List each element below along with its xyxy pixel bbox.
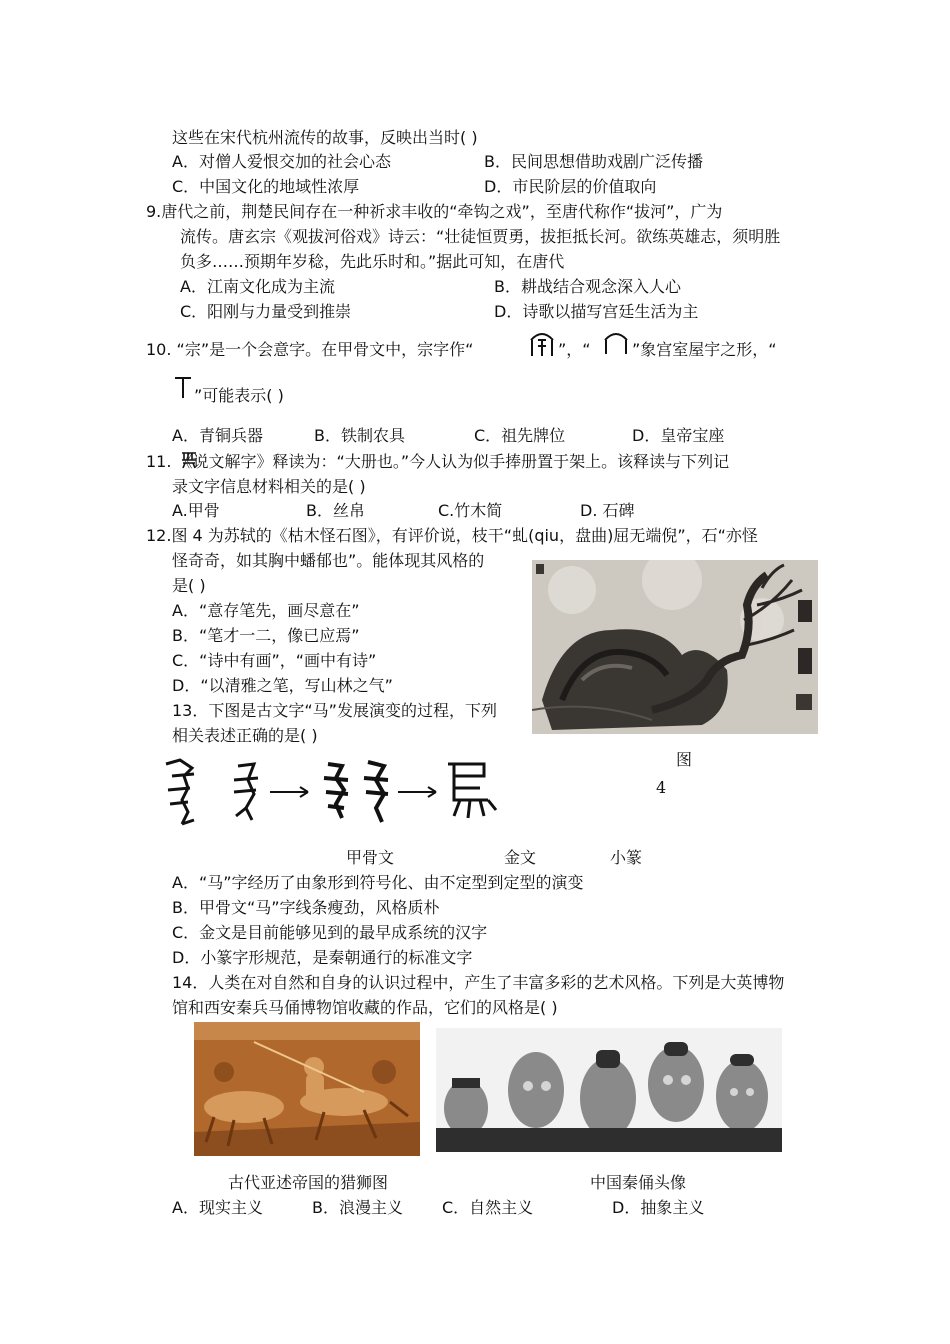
q12-option-d[interactable]: D．“以清雅之笔，写山林之气”: [172, 676, 393, 695]
q10-line-1c: ”象宫室屋宇之形，“: [632, 340, 777, 359]
q13-option-a[interactable]: A．“马”字经历了由象形到符号化、由不定型到定型的演变: [172, 873, 584, 892]
qin-terracotta-heads-image: [436, 1028, 782, 1152]
q8-option-c[interactable]: C．中国文化的地域性浓厚: [172, 177, 360, 196]
q11-option-b[interactable]: B．丝帛: [306, 501, 365, 520]
q14-option-d[interactable]: D．抽象主义: [612, 1198, 705, 1217]
q11-line-1: 11. 《说文解字》释读为：“大册也。”今人认为似手捧册置于架上。该释读与下列记: [146, 452, 730, 471]
assyrian-lion-hunt-relief-image: [194, 1022, 420, 1156]
q8-option-b[interactable]: B．民间思想借助戏剧广泛传播: [484, 152, 703, 171]
q12-line-1: 12.图 4 为苏轼的《枯木怪石图》，有评价说，枝干“虬(qiu，盘曲)屈无端倪”，石“亦怪: [146, 526, 758, 545]
caption-qin-heads: 中国秦俑头像: [590, 1173, 687, 1192]
q13-line-2: 相关表述正确的是( ): [172, 726, 318, 745]
q11-option-d[interactable]: D. 石碑: [580, 501, 635, 520]
q14-option-c[interactable]: C．自然主义: [442, 1198, 534, 1217]
q12-option-b[interactable]: B．“笔才一二，像已应焉”: [172, 626, 360, 645]
q12-line-3: 是( ): [172, 576, 206, 595]
oracle-roof-glyph-icon: [602, 326, 630, 356]
q8-option-a[interactable]: A．对僧人爱恨交加的社会心态: [172, 152, 391, 171]
q8-stem-tail: 这些在宋代杭州流传的故事，反映出当时( ): [172, 128, 478, 147]
q9-option-c[interactable]: C．阳刚与力量受到推崇: [180, 302, 352, 321]
q9-line-2: 流传。唐玄宗《观拔河俗戏》诗云：“壮徒恒贾勇，拔拒抵长河。欲练英雄志，须明胜: [180, 227, 781, 246]
withered-tree-rock-painting: [532, 560, 818, 734]
label-jiaguwen: 甲骨文: [346, 848, 395, 867]
q10-option-d[interactable]: D．皇帝宝座: [632, 426, 725, 445]
q14-option-b[interactable]: B．浪漫主义: [312, 1198, 403, 1217]
q9-option-b[interactable]: B．耕战结合观念深入人心: [494, 277, 681, 296]
q10-line-1a: 10. “宗”是一个会意字。在甲骨文中，宗字作“: [146, 340, 474, 359]
oracle-zong-glyph-icon: [528, 326, 556, 358]
q10-line-1b: ”，“: [558, 340, 591, 359]
q13-line-1: 13．下图是古文字“马”发展演变的过程，下列: [172, 701, 497, 720]
q9-line-3: 负多……预期年岁稔，先此乐时和。”据此可知，在唐代: [180, 252, 565, 271]
q14-option-a[interactable]: A．现实主义: [172, 1198, 263, 1217]
q8-option-d[interactable]: D．市民阶层的价值取向: [484, 177, 657, 196]
q12-line-2: 怪奇奇，如其胸中蟠郁也”。能体现其风格的: [172, 551, 485, 570]
figure-4-caption-line-1: 图: [676, 750, 693, 769]
figure-4-caption-line-2: 4: [656, 778, 667, 797]
q12-option-a[interactable]: A．“意存笔先，画尽意在”: [172, 601, 360, 620]
q14-line-2: 馆和西安秦兵马俑博物馆收藏的作品，它们的风格是( ): [172, 998, 558, 1017]
q10-option-b[interactable]: B．铁制农具: [314, 426, 405, 445]
caption-assyrian-lion-hunt: 古代亚述帝国的猎狮图: [228, 1173, 389, 1192]
q11-option-a[interactable]: A.甲骨: [172, 501, 220, 520]
label-xiaozhuan: 小篆: [610, 848, 643, 867]
label-jinwen: 金文: [504, 848, 537, 867]
q11-option-c[interactable]: C.竹木简: [438, 501, 503, 520]
q13-option-b[interactable]: B．甲骨文“马”字线条瘦劲，风格质朴: [172, 898, 440, 917]
q9-option-d[interactable]: D．诗歌以描写宫廷生活为主: [494, 302, 699, 321]
horse-script-evolution-figure: [158, 754, 498, 830]
q12-option-c[interactable]: C．“诗中有画”，“画中有诗”: [172, 651, 377, 670]
q13-option-d[interactable]: D．小篆字形规范，是秦朝通行的标准文字: [172, 948, 473, 967]
q11-line-2: 录文字信息材料相关的是( ): [172, 477, 366, 496]
q9-line-1: 9.唐代之前，荆楚民间存在一种祈求丰收的“牵钩之戏”，至唐代称作“拔河”，广为: [146, 202, 723, 221]
oracle-shi-glyph-icon: [172, 374, 194, 402]
q9-option-a[interactable]: A．江南文化成为主流: [180, 277, 335, 296]
q13-option-c[interactable]: C．金文是目前能够见到的最早成系统的汉字: [172, 923, 488, 942]
q10-option-a[interactable]: A．青铜兵器: [172, 426, 263, 445]
q10-line-2: ”可能表示( ): [194, 386, 284, 405]
q14-line-1: 14．人类在对自然和自身的认识过程中，产生了丰富多彩的艺术风格。下列是大英博物: [172, 973, 785, 992]
q10-option-c[interactable]: C．祖先牌位: [474, 426, 566, 445]
